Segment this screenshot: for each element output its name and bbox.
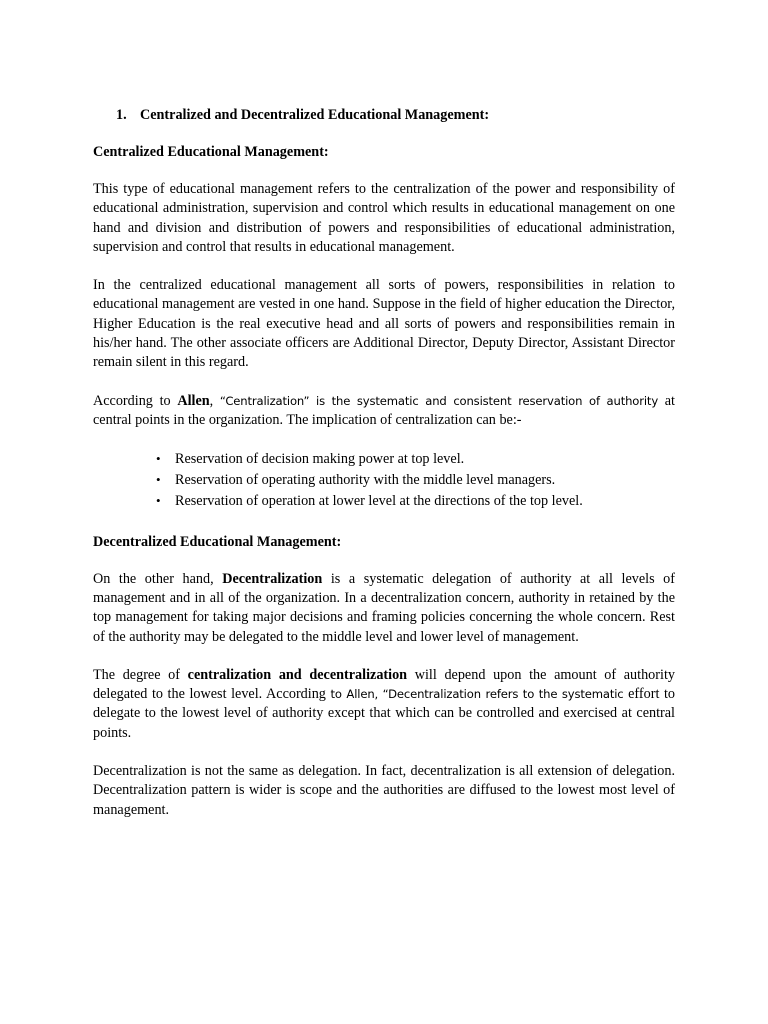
quote-decentralization: to Allen, “Decentralization refers to the systematic xyxy=(330,687,624,702)
bold-term-decentralization: Decentralization xyxy=(222,570,323,587)
list-item-text: Reservation of operating authority with the middle level managers. xyxy=(175,472,556,489)
bold-term-centralization-decentralization: centralization and decentralization xyxy=(187,666,408,683)
text-segment: , xyxy=(209,392,220,409)
paragraph-degree xyxy=(93,666,675,743)
quote-centralization: “Centralization” is the systematic and consistent reservation of authority xyxy=(219,393,659,408)
paragraph-allen-centralization xyxy=(93,392,675,431)
text-segment: According to xyxy=(93,392,178,409)
section-title-centralized: Centralized Educational Management: xyxy=(93,144,329,160)
list-item xyxy=(156,449,675,470)
implication-list xyxy=(93,449,675,511)
heading-text: Centralized and Decentralized Educational Management: xyxy=(140,107,490,123)
bold-term-allen: Allen xyxy=(177,392,210,409)
text-segment: will depend upon the amount of authority delegated to the lowest level. According xyxy=(93,666,675,703)
bullet-icon: • xyxy=(156,451,161,467)
document-page xyxy=(93,105,675,820)
paragraph-decentralization-definition xyxy=(93,570,675,647)
bullet-icon: • xyxy=(156,492,161,508)
heading-number: 1. xyxy=(116,107,127,123)
list-item xyxy=(156,491,675,512)
text-segment: is a systematic delegation of authority at all levels of management and in all of the organization. In a decentralization concern, authority in retained by the top management for taking major decisions and framing policies concerning the whole concern. Rest of the authority may be delegated to the middle level and lower level of management. xyxy=(93,570,675,645)
text-segment: On the other hand, xyxy=(93,570,223,587)
main-heading xyxy=(93,105,675,125)
text-segment: The degree of xyxy=(93,666,188,683)
list-item xyxy=(156,470,675,491)
bullet-icon: • xyxy=(156,472,161,488)
paragraph-delegation: Decentralization is not the same as delegation. In fact, decentralization is all extension of delegation. Decentralization pattern is wider is scope and the authorities are diffused to the lowest most level of management. xyxy=(93,763,675,818)
paragraph-definition: This type of educational management refers to the centralization of the power and responsibility of educational administration, supervision and control which results in educational management on one hand and division and distribution of powers and responsibilities of educational administration, supervision and control that results in educational management. xyxy=(93,181,675,255)
list-item-text: Reservation of decision making power at top level. xyxy=(175,451,465,468)
list-item-text: Reservation of operation at lower level at the directions of the top level. xyxy=(175,492,583,509)
text-segment: effort to delegate to the lowest level of authority except that which can be controlled and exercised at central points. xyxy=(93,686,676,741)
text-segment: at central points in the organization. The implication of centralization can be:- xyxy=(93,392,675,428)
paragraph-centralized-powers: In the centralized educational management all sorts of powers, responsibilities in relation to educational management are vested in one hand. Suppose in the field of higher education the Director, Higher Education is the real executive head and all sorts of powers and responsibilities remain in his/her hand. The other associate officers are Additional Director, Deputy Director, Assistant Director remain silent in this regard. xyxy=(93,277,675,371)
section-title-decentralized: Decentralized Educational Management: xyxy=(93,533,342,550)
